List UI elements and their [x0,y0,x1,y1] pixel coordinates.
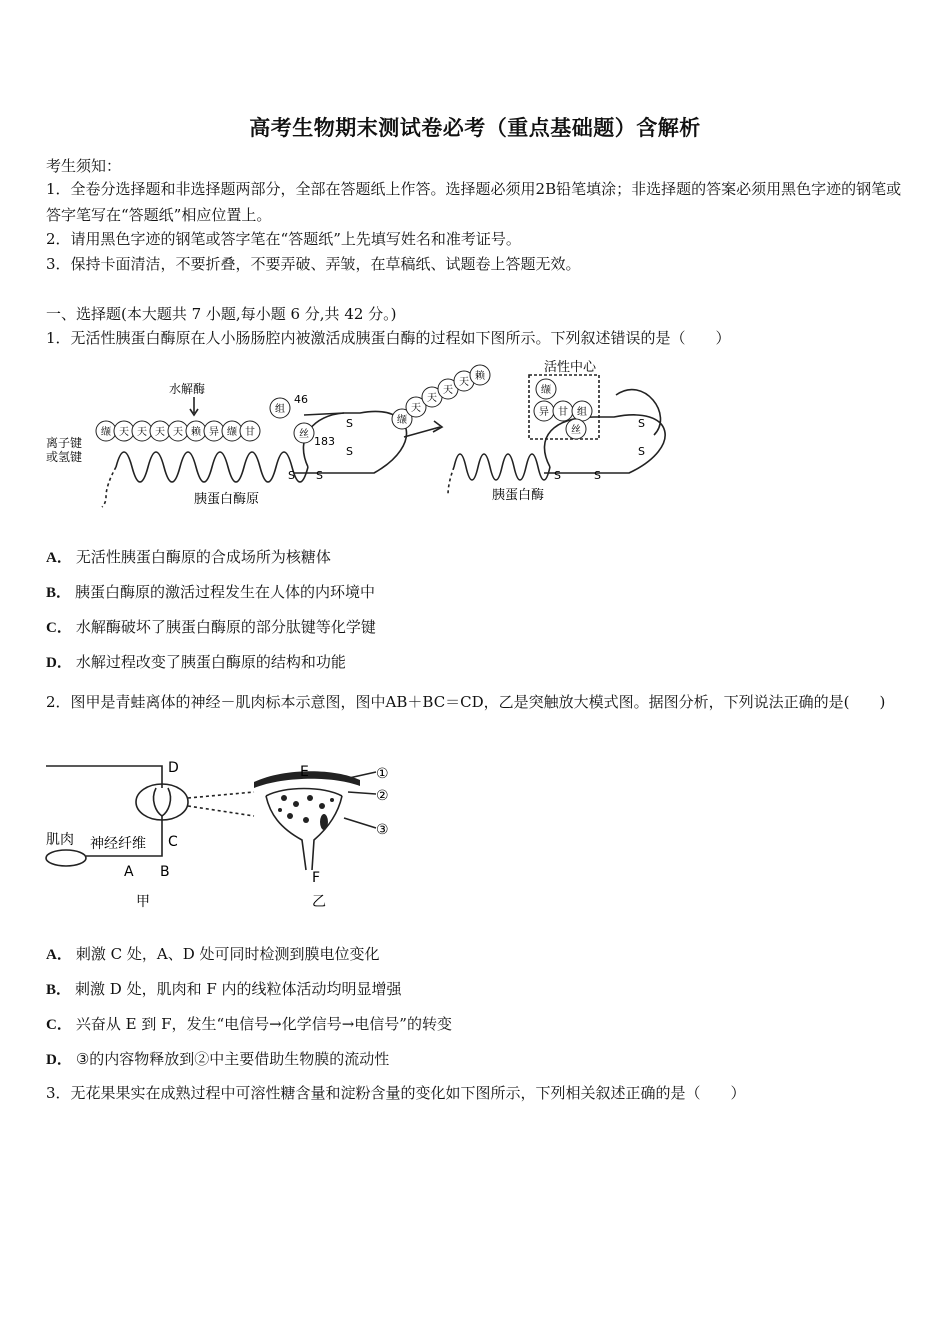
q2-option-a: A． 刺激 C 处，A、D 处可同时检测到膜电位变化 [46,945,380,963]
proenzyme-caption: 胰蛋白酶原 [194,492,260,507]
question-3-stem: 3．无花果果实在成熟过程中可溶性糖含量和淀粉含量的变化如下图所示，下列相关叙述正确的是（ ） [46,1084,746,1102]
active-bead-label: 异 [539,407,549,418]
q2-option-b: B． 刺激 D 处，肌肉和 F 内的线粒体活动均明显增强 [46,980,402,998]
q1-option-d: D． 水解过程改变了胰蛋白酶原的结构和功能 [46,653,346,671]
left-helix [116,452,308,482]
active-bead-label: 缬 [541,385,551,396]
active-bead-label: 甘 [558,407,568,418]
bead-label: 异 [209,427,219,438]
released-bead-label: 赖 [475,371,485,382]
his-bead-label: 组 [275,404,285,415]
label-c: C [168,834,178,850]
question-2-stem: 2．图甲是青蛙离体的神经－肌肉标本示意图，图中AB＋BC＝CD，乙是突触放大模式图。据图分析，下列说法正确的是( ) [46,693,886,711]
label-b: B [160,864,170,880]
trypsinogen-activation-figure [44,355,684,515]
disulfide-s: S [638,445,645,458]
marker-2: ② [376,788,389,804]
enzyme-loop [544,415,665,473]
residue-183-label: 183 [314,435,335,448]
page-title: 高考生物期末测试卷必考（重点基础题）含解析 [249,116,701,140]
marker-1: ① [376,766,389,782]
bead-label: 赖 [191,427,201,438]
released-bead-label: 天 [427,393,437,404]
bead-label: 天 [137,427,147,438]
disulfide-s: S [638,417,645,430]
disulfide-s: S [346,445,353,458]
disulfide-s: S [554,469,561,482]
label-d: D [168,760,179,776]
section-heading: 一、选择题(本大题共 7 小题,每小题 6 分,共 42 分。) [46,305,397,323]
bead-label: 天 [173,427,183,438]
bond-label-1: 离子键 [46,436,83,450]
disulfide-s: S [288,469,295,482]
bead-label: 缬 [227,427,237,438]
bead-label: 甘 [245,427,255,438]
label-a: A [124,864,134,880]
active-bead-label: 组 [577,407,587,418]
disulfide-s: S [594,469,601,482]
ser-bead-label: 丝 [299,429,309,440]
nerve-muscle-figure [44,758,404,918]
q1-option-c: C． 水解酶破坏了胰蛋白酶原的部分肽键等化学键 [46,618,376,636]
active-center-label: 活性中心 [544,360,597,375]
disulfide-s: S [346,417,353,430]
bond-label-2: 或氢键 [46,450,83,464]
marker-3: ③ [376,822,389,838]
released-bead-label: 天 [459,377,469,388]
right-helix [454,454,550,480]
notice-item-1: 1．全卷分选择题和非选择题两部分，全部在答题纸上作答。选择题必须用2B铅笔填涂；非选择题的答案必须用黑色字迹的钢笔或答字笔写在“答题纸”相应位置上。 [46,180,902,224]
notice-item-3: 3．保持卡面清洁，不要折叠，不要弄破、弄皱，在草稿纸、试题卷上答题无效。 [46,255,581,273]
released-bead-label: 天 [443,385,453,396]
active-bead-label: 丝 [571,425,581,436]
bead-label: 天 [119,427,129,438]
q2-option-c: C． 兴奋从 E 到 F，发生“电信号→化学信号→电信号”的转变 [46,1015,452,1033]
label-f: F [312,870,321,886]
residue-46-label: 46 [294,393,308,406]
muscle-label: 肌肉 [46,832,74,848]
bead-label: 缬 [101,427,111,438]
nerve-fiber-label: 神经纤维 [90,836,146,852]
figure-jia-label: 甲 [136,894,150,910]
enzyme-caption: 胰蛋白酶 [492,488,545,503]
notice-item-2: 2．请用黑色字迹的钢笔或答字笔在“答题纸”上先填写姓名和准考证号。 [46,230,521,248]
q1-option-b: B． 胰蛋白酶原的激活过程发生在人体的内环境中 [46,583,376,601]
released-bead-label: 缬 [397,415,407,426]
label-e: E [300,764,309,780]
notice-heading: 考生须知： [46,157,122,175]
disulfide-s: S [316,469,323,482]
bead-label: 天 [155,427,165,438]
released-bead-label: 天 [411,403,421,414]
figure-yi-label: 乙 [312,894,326,910]
q2-option-d: D． ③的内容物释放到②中主要借助生物膜的流动性 [46,1050,390,1068]
hydrolase-label: 水解酶 [169,382,206,396]
q1-option-a: A． 无活性胰蛋白酶原的合成场所为核糖体 [46,548,331,566]
question-1-stem: 1．无活性胰蛋白酶原在人小肠肠腔内被激活成胰蛋白酶的过程如下图所示。下列叙述错误的是（ ） [46,329,731,347]
